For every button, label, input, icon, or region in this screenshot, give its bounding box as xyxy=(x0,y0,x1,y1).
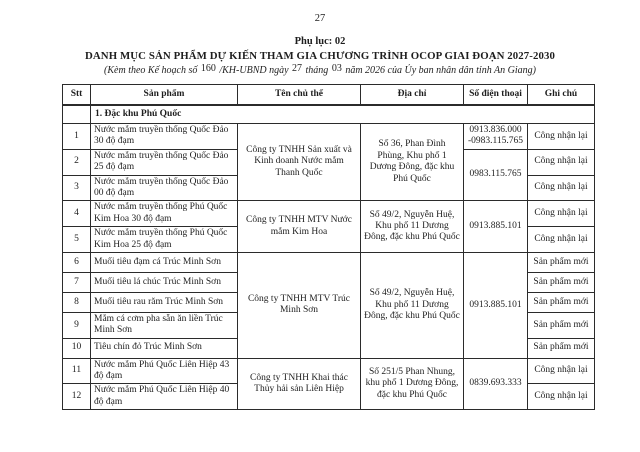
cell-product: Nước mắm truyền thống Quốc Đảo 00 độ đạm xyxy=(91,175,238,201)
cell-note: Công nhận lại xyxy=(528,227,595,253)
cell-product: Mắm cá cơm pha sẵn ăn liền Trúc Minh Sơn xyxy=(91,312,238,338)
cell-product: Muối tiêu rau răm Trúc Minh Sơn xyxy=(91,292,238,312)
col-header-product: Sản phẩm xyxy=(91,85,238,106)
cell-stt: 12 xyxy=(63,384,91,410)
subtitle-fillin-number: 160 xyxy=(200,63,216,74)
cell-phone: 0983.115.765 xyxy=(464,149,528,201)
page-number: 27 xyxy=(314,13,326,24)
cell-stt: 6 xyxy=(63,252,91,272)
product-table xyxy=(62,84,595,410)
col-header-owner: Tên chủ thể xyxy=(238,85,361,106)
cell-note: Sản phẩm mới xyxy=(528,292,595,312)
section-title: 1. Đặc khu Phú Quốc xyxy=(91,105,595,124)
table-row xyxy=(63,252,595,272)
cell-product: Nước mắm truyền thống Quốc Đảo 30 độ đạm xyxy=(91,124,238,150)
section-row xyxy=(63,105,595,124)
cell-stt: 5 xyxy=(63,227,91,253)
cell-note: Công nhận lại xyxy=(528,358,595,384)
cell-note: Công nhận lại xyxy=(528,149,595,175)
cell-stt: 2 xyxy=(63,149,91,175)
cell-phone: 0913.836.000 -0983.115.765 xyxy=(464,124,528,150)
document-subtitle xyxy=(0,65,640,76)
subtitle-fillin-month: 03 xyxy=(331,63,342,74)
cell-address: Số 49/2, Nguyễn Huệ, Khu phố 11 Dương Đông, đặc khu Phú Quốc xyxy=(361,252,464,358)
cell-phone: 0839.693.333 xyxy=(464,358,528,410)
col-header-phone: Số điện thoại xyxy=(464,85,528,106)
cell-note: Công nhận lại xyxy=(528,384,595,410)
cell-owner: Công ty TNHH MTV Trúc Minh Sơn xyxy=(238,252,361,358)
cell-product: Tiêu chín đỏ Trúc Minh Sơn xyxy=(91,338,238,358)
col-header-address: Địa chỉ xyxy=(361,85,464,106)
cell-note: Công nhận lại xyxy=(528,175,595,201)
cell-product: Nước mắm Phú Quốc Liên Hiệp 43 độ đạm xyxy=(91,358,238,384)
cell-address: Số 251/5 Phan Nhung, khu phố 1 Dương Đông, đặc khu Phú Quốc xyxy=(361,358,464,410)
subtitle-text: /KH-UBND ngày xyxy=(219,65,289,76)
cell-product: Nước mắm truyền thống Phú Quốc Kim Hoa 30 độ đạm xyxy=(91,201,238,227)
cell-stt: 11 xyxy=(63,358,91,384)
subtitle-text: năm 2026 của Ủy ban nhân dân tỉnh An Giang) xyxy=(345,65,536,76)
cell-owner: Công ty TNHH Khai thác Thủy hải sản Liên Hiệp xyxy=(238,358,361,410)
cell-note: Sản phẩm mới xyxy=(528,338,595,358)
cell-stt: 1 xyxy=(63,124,91,150)
cell-note: Công nhận lại xyxy=(528,201,595,227)
cell-stt xyxy=(63,105,91,124)
table-header-row xyxy=(63,85,595,106)
cell-product: Nước mắm truyền thống Quốc Đảo 25 độ đạm xyxy=(91,149,238,175)
table-row xyxy=(63,201,595,227)
cell-product: Muối tiêu lá chúc Trúc Minh Sơn xyxy=(91,272,238,292)
cell-product: Muối tiêu đạm cá Trúc Minh Sơn xyxy=(91,252,238,272)
cell-owner: Công ty TNHH Sản xuất và Kinh doanh Nước mắm Thanh Quốc xyxy=(238,124,361,201)
subtitle-text: tháng xyxy=(305,65,329,76)
cell-address: Số 49/2, Nguyễn Huệ, Khu phố 11 Dương Đông, đặc khu Phú Quốc xyxy=(361,201,464,253)
cell-note: Sản phẩm mới xyxy=(528,252,595,272)
cell-note: Sản phẩm mới xyxy=(528,312,595,338)
cell-address: Số 36, Phan Đình Phùng, Khu phố 1 Dương Đông, đặc khu Phú Quốc xyxy=(361,124,464,201)
cell-stt: 4 xyxy=(63,201,91,227)
cell-stt: 9 xyxy=(63,312,91,338)
cell-stt: 10 xyxy=(63,338,91,358)
table-row xyxy=(63,358,595,384)
appendix-label: Phụ lục: 02 xyxy=(294,36,346,47)
cell-note: Sản phẩm mới xyxy=(528,272,595,292)
cell-stt: 7 xyxy=(63,272,91,292)
table-row xyxy=(63,124,595,150)
cell-stt: 8 xyxy=(63,292,91,312)
cell-owner: Công ty TNHH MTV Nước mắm Kim Hoa xyxy=(238,201,361,253)
cell-note: Công nhận lại xyxy=(528,124,595,150)
subtitle-text: (Kèm theo Kế hoạch số xyxy=(104,65,198,76)
cell-product: Nước mắm truyền thống Phú Quốc Kim Hoa 25 độ đạm xyxy=(91,227,238,253)
cell-phone: 0913.885.101 xyxy=(464,252,528,358)
col-header-note: Ghi chú xyxy=(528,85,595,106)
cell-phone: 0913.885.101 xyxy=(464,201,528,253)
cell-product: Nước mắm Phú Quốc Liên Hiệp 40 độ đạm xyxy=(91,384,238,410)
col-header-stt: Stt xyxy=(63,85,91,106)
cell-stt: 3 xyxy=(63,175,91,201)
document-title: DANH MỤC SẢN PHẨM DỰ KIẾN THAM GIA CHƯƠNG TRÌNH OCOP GIAI ĐOẠN 2027-2030 xyxy=(85,50,555,62)
subtitle-fillin-day: 27 xyxy=(292,63,303,74)
